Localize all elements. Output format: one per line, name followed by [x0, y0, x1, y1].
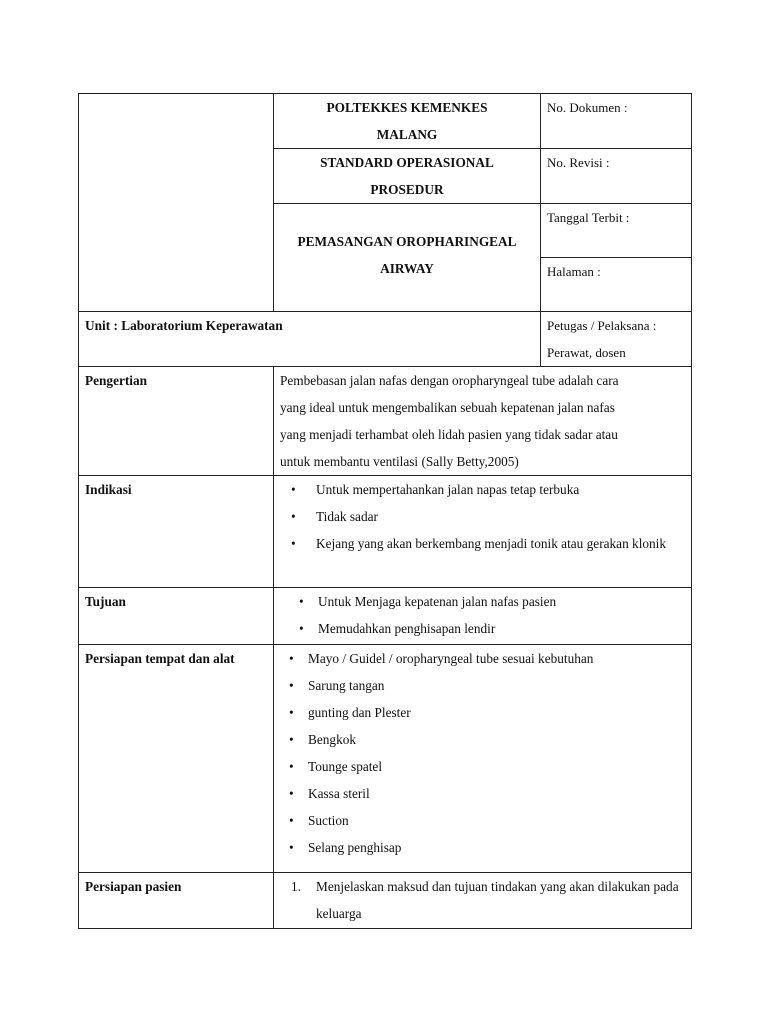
list-item: • Sarung tangan — [262, 672, 685, 699]
procedure-title-line2: AIRWAY — [380, 261, 434, 276]
no-dokumen: No. Dokumen : — [541, 94, 692, 149]
persiapan-alat-list — [262, 645, 685, 861]
pengertian-label: Pengertian — [79, 367, 274, 476]
pengertian-line: yang ideal untuk mengembalikan sebuah kepatenan jalan nafas — [280, 400, 615, 415]
indikasi-label: Indikasi — [79, 476, 274, 588]
list-item — [280, 873, 685, 927]
sop-table — [78, 93, 692, 929]
list-item: • Mayo / Guidel / oropharyngeal tube sesuai kebutuhan — [262, 645, 685, 672]
bullet-icon: • — [289, 678, 294, 693]
persiapan-alat-label: Persiapan tempat dan alat — [79, 645, 274, 873]
institution-cell — [274, 94, 541, 149]
bullet-icon: • — [289, 840, 294, 855]
pengertian-content — [274, 367, 692, 476]
list-item: • Memudahkan penghisapan lendir — [272, 615, 685, 642]
pengertian-line: Pembebasan jalan nafas dengan oropharyngeal tube adalah cara — [280, 373, 619, 388]
tanggal-terbit: Tanggal Terbit : — [541, 204, 692, 258]
indikasi-content — [274, 476, 692, 588]
petugas-cell — [541, 312, 692, 367]
list-item: • gunting dan Plester — [262, 699, 685, 726]
bullet-icon: • — [289, 813, 294, 828]
petugas-value: Perawat, dosen — [547, 345, 626, 360]
item-text: Menjelaskan maksud dan tujuan tindakan yang akan dilakukan pada keluarga — [316, 879, 679, 921]
bullet-icon: • — [289, 759, 294, 774]
procedure-title-line1: PEMASANGAN OROPHARINGEAL — [297, 234, 517, 249]
bullet-icon: • — [289, 732, 294, 747]
petugas-label: Petugas / Pelaksana : — [547, 318, 657, 333]
bullet-icon: • — [291, 482, 296, 497]
halaman: Halaman : — [541, 258, 692, 312]
list-item: • Suction — [262, 807, 685, 834]
persiapan-pasien-list — [280, 873, 685, 927]
doc-type-line2: PROSEDUR — [370, 182, 444, 197]
tujuan-list — [272, 588, 685, 642]
institution-line2: MALANG — [376, 127, 438, 142]
unit-label: Unit : Laboratorium Keperawatan — [79, 312, 541, 367]
procedure-title-cell — [274, 204, 541, 312]
no-revisi: No. Revisi : — [541, 149, 692, 204]
logo-cell — [79, 94, 274, 312]
item-number: 1. — [291, 879, 301, 894]
list-item: • Bengkok — [262, 726, 685, 753]
list-item: • Tounge spatel — [262, 753, 685, 780]
pengertian-line: yang menjadi terhambat oleh lidah pasien yang tidak sadar atau — [280, 427, 618, 442]
bullet-icon: • — [291, 509, 296, 524]
doc-type-cell — [274, 149, 541, 204]
bullet-icon: • — [291, 536, 296, 551]
list-item: • Selang penghisap — [262, 834, 685, 861]
persiapan-alat-content — [274, 645, 692, 873]
tujuan-content — [274, 588, 692, 645]
bullet-icon: • — [289, 786, 294, 801]
list-item: • Untuk Menjaga kepatenan jalan nafas pasien — [272, 588, 685, 615]
list-item: • Kassa steril — [262, 780, 685, 807]
indikasi-list — [280, 476, 685, 557]
tujuan-label: Tujuan — [79, 588, 274, 645]
pengertian-line: untuk membantu ventilasi (Sally Betty,2005) — [280, 454, 519, 469]
bullet-icon: • — [299, 594, 304, 609]
bullet-icon: • — [289, 705, 294, 720]
bullet-icon: • — [289, 651, 294, 666]
institution-line1: POLTEKKES KEMENKES — [326, 100, 488, 115]
list-item: • Kejang yang akan berkembang menjadi tonik atau gerakan klonik — [280, 530, 685, 557]
persiapan-pasien-label: Persiapan pasien — [79, 873, 274, 929]
bullet-icon: • — [299, 621, 304, 636]
list-item: • Tidak sadar — [280, 503, 685, 530]
doc-type-line1: STANDARD OPERASIONAL — [320, 155, 494, 170]
persiapan-pasien-content — [274, 873, 692, 929]
list-item: • Untuk mempertahankan jalan napas tetap terbuka — [280, 476, 685, 503]
